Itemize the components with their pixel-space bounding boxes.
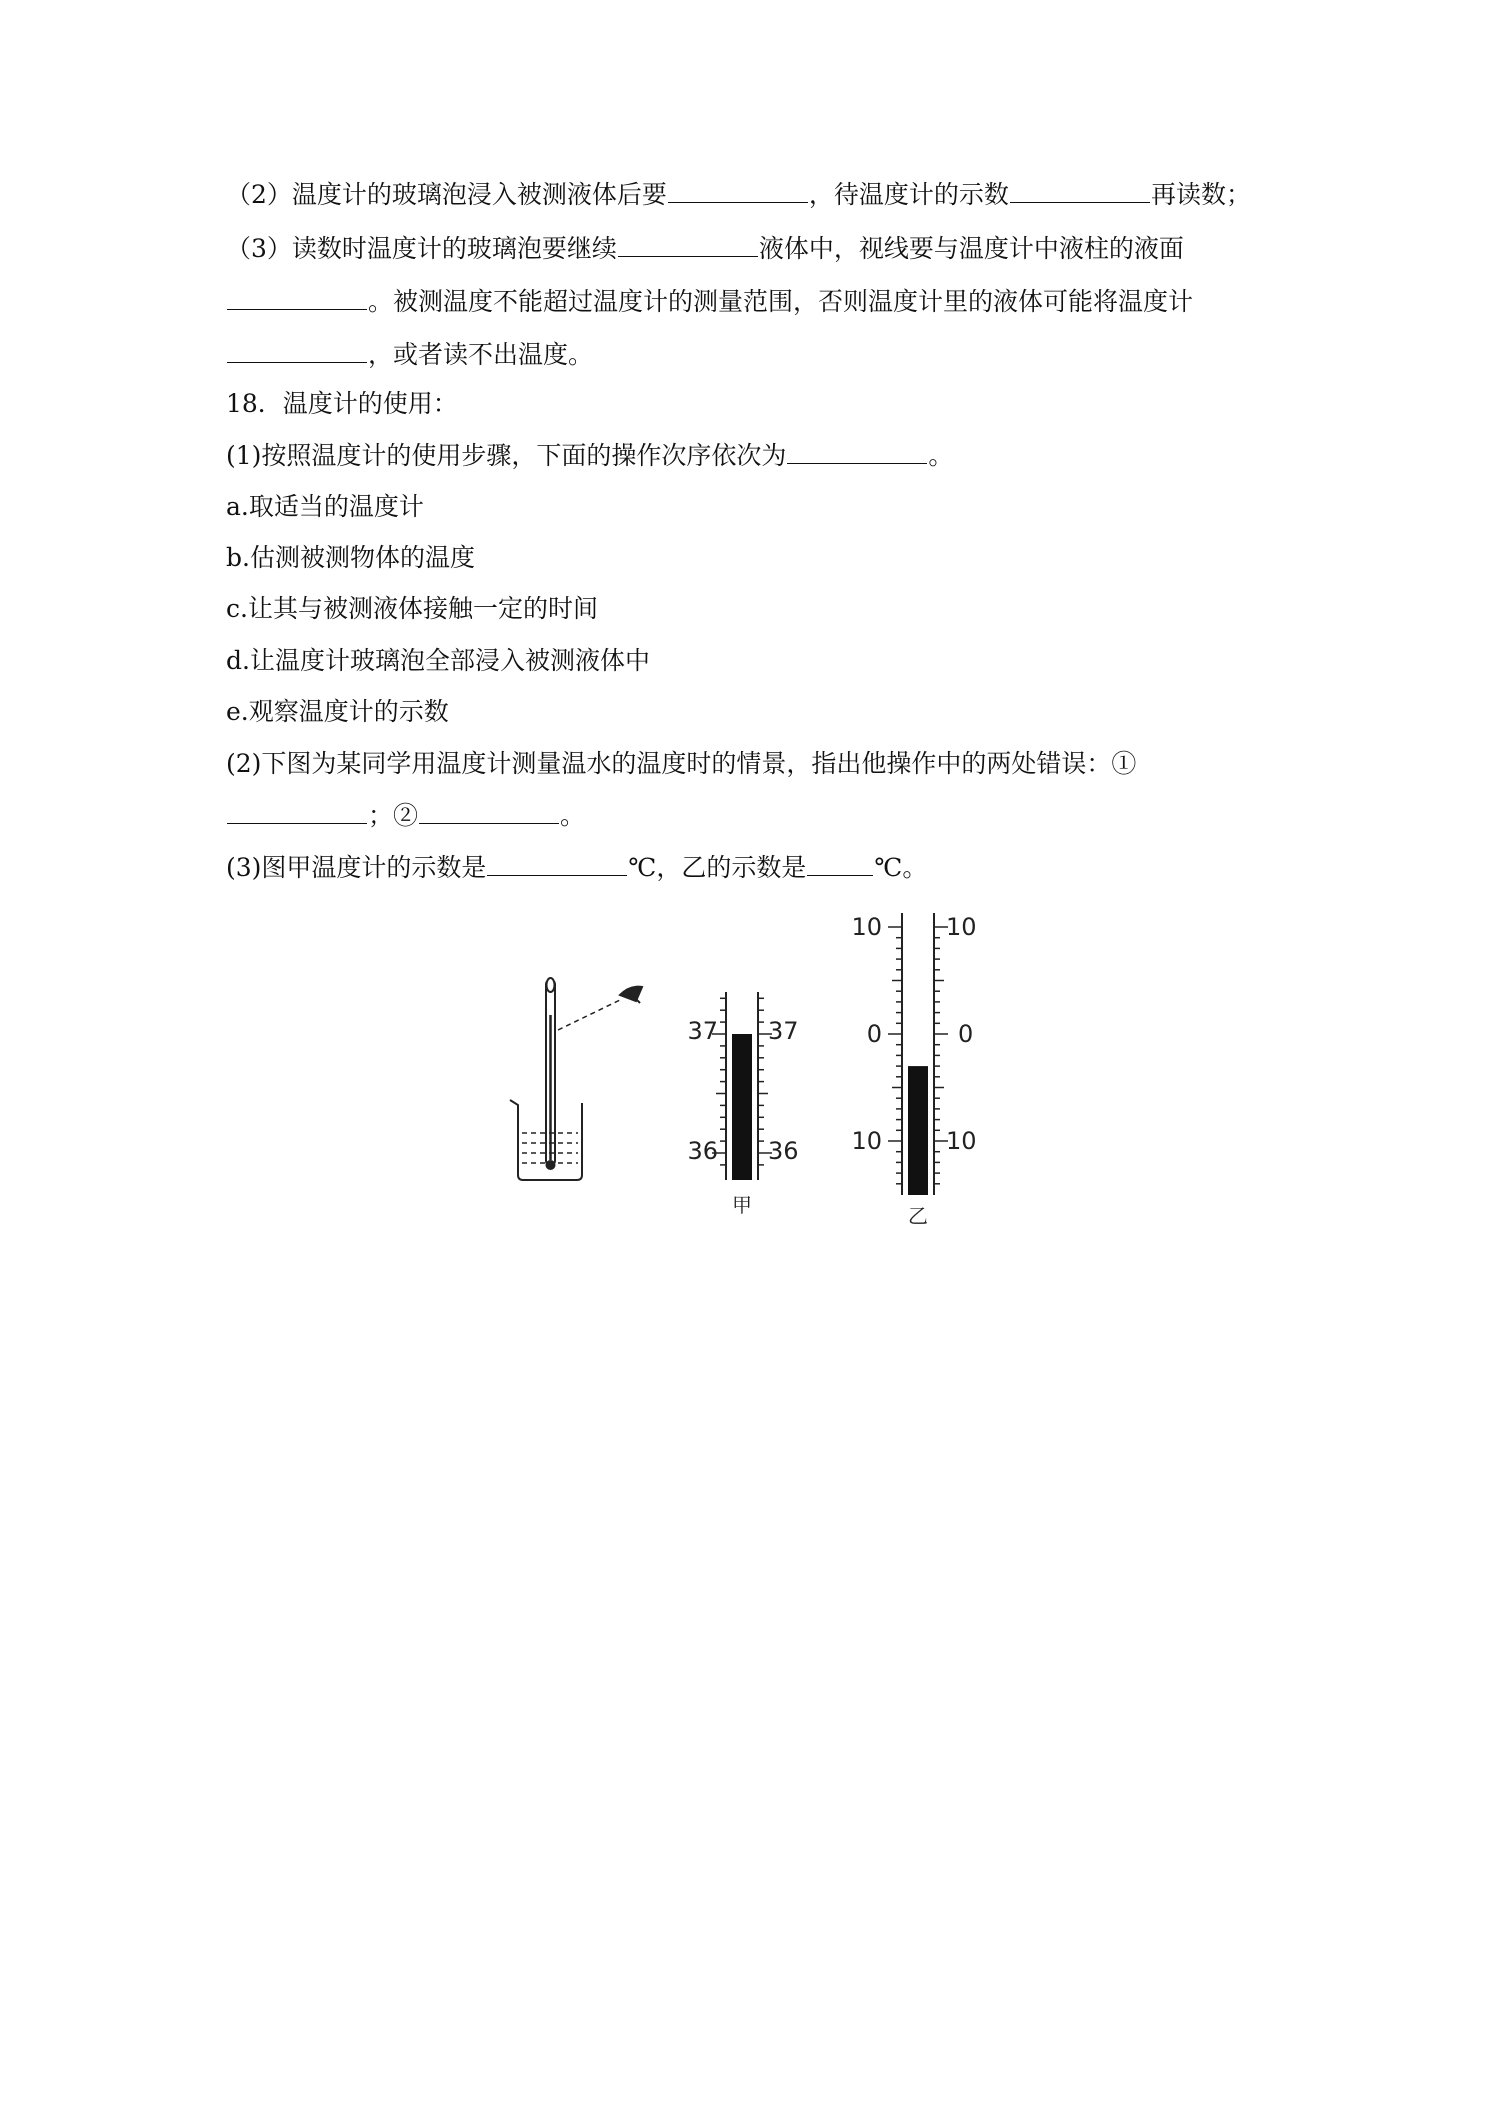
figure-drawing [490, 905, 1010, 1235]
q18-sub3-text-c: ℃。 [874, 853, 928, 882]
q17-part3-line2 [226, 283, 1193, 320]
q18-sub1-end: 。 [928, 441, 954, 470]
thermometer-figure [490, 905, 1010, 1235]
q18-sub2-line1: (2)下图为某同学用温度计测量温水的温度时的情景，指出他操作中的两处错误：① [226, 749, 1137, 778]
yi-label-10-top-left: 10 [851, 913, 882, 941]
yi-liquid-column [908, 1066, 928, 1195]
answer-blank[interactable] [668, 176, 808, 203]
step-e: e.观察温度计的示数 [226, 697, 449, 726]
q18-title: 18．温度计的使用： [226, 389, 458, 418]
yi-label-10-bottom-left: 10 [851, 1127, 882, 1155]
answer-blank[interactable] [807, 849, 873, 876]
q18-sub3-text-a: (3)图甲温度计的示数是 [226, 853, 487, 882]
answer-blank[interactable] [419, 797, 559, 824]
q17-part3-line3 [226, 336, 593, 373]
q17-part2-text-a: （2）温度计的玻璃泡浸入被测液体后要 [226, 180, 667, 209]
q18-sub1-text: (1)按照温度计的使用步骤，下面的操作次序依次为 [226, 441, 787, 470]
yi-label-0-right: 0 [958, 1020, 974, 1048]
sight-line [558, 1000, 620, 1030]
yi-label-10-bottom-right: 10 [946, 1127, 977, 1155]
yi-label-0-left: 0 [866, 1020, 882, 1048]
q18-sub2-end: 。 [560, 801, 586, 830]
jia-label-36-right: 36 [768, 1137, 799, 1165]
yi-label-10-top-right: 10 [946, 913, 977, 941]
q17-part3-text-c: 。被测温度不能超过温度计的测量范围，否则温度计里的液体可能将温度计 [368, 287, 1194, 316]
step-a: a.取适当的温度计 [226, 492, 424, 521]
thermometer-jia [687, 992, 798, 1217]
jia-caption: 甲 [732, 1193, 752, 1217]
q17-part3-line1 [226, 230, 1184, 267]
answer-blank[interactable] [787, 437, 927, 464]
q17-part3-text-d: ，或者读不出温度。 [368, 340, 594, 369]
answer-blank[interactable] [227, 797, 367, 824]
q17-part2-text-c: 再读数； [1150, 180, 1251, 209]
jia-label-37-right: 37 [768, 1017, 799, 1045]
answer-blank[interactable] [227, 336, 367, 363]
jia-liquid-column [732, 1034, 752, 1180]
q18-sub2-mid: ；② [368, 801, 419, 830]
q18-sub2-line2 [226, 797, 585, 834]
q17-part3-text-a: （3）读数时温度计的玻璃泡要继续 [226, 234, 617, 263]
yi-caption: 乙 [908, 1204, 928, 1228]
jia-label-37-left: 37 [687, 1017, 718, 1045]
answer-blank[interactable] [487, 849, 627, 876]
beaker-scene [510, 978, 642, 1180]
q17-part2-text-b: ，待温度计的示数 [808, 180, 1009, 209]
answer-blank[interactable] [618, 230, 758, 257]
answer-blank[interactable] [227, 283, 367, 310]
jia-label-36-left: 36 [687, 1137, 718, 1165]
thermometer-yi [851, 913, 976, 1228]
answer-blank[interactable] [1010, 176, 1150, 203]
q18-sub3 [226, 849, 927, 886]
step-d: d.让温度计玻璃泡全部浸入被测液体中 [226, 646, 650, 675]
q18-sub3-text-b: ℃，乙的示数是 [628, 853, 807, 882]
q17-part2 [226, 176, 1251, 213]
thermometer-bulb [547, 1161, 555, 1169]
q18-sub1 [226, 437, 953, 474]
step-b: b.估测被测物体的温度 [226, 543, 475, 572]
q17-part3-text-b: 液体中，视线要与温度计中液柱的液面 [758, 234, 1184, 263]
step-c: c.让其与被测液体接触一定的时间 [226, 594, 598, 623]
